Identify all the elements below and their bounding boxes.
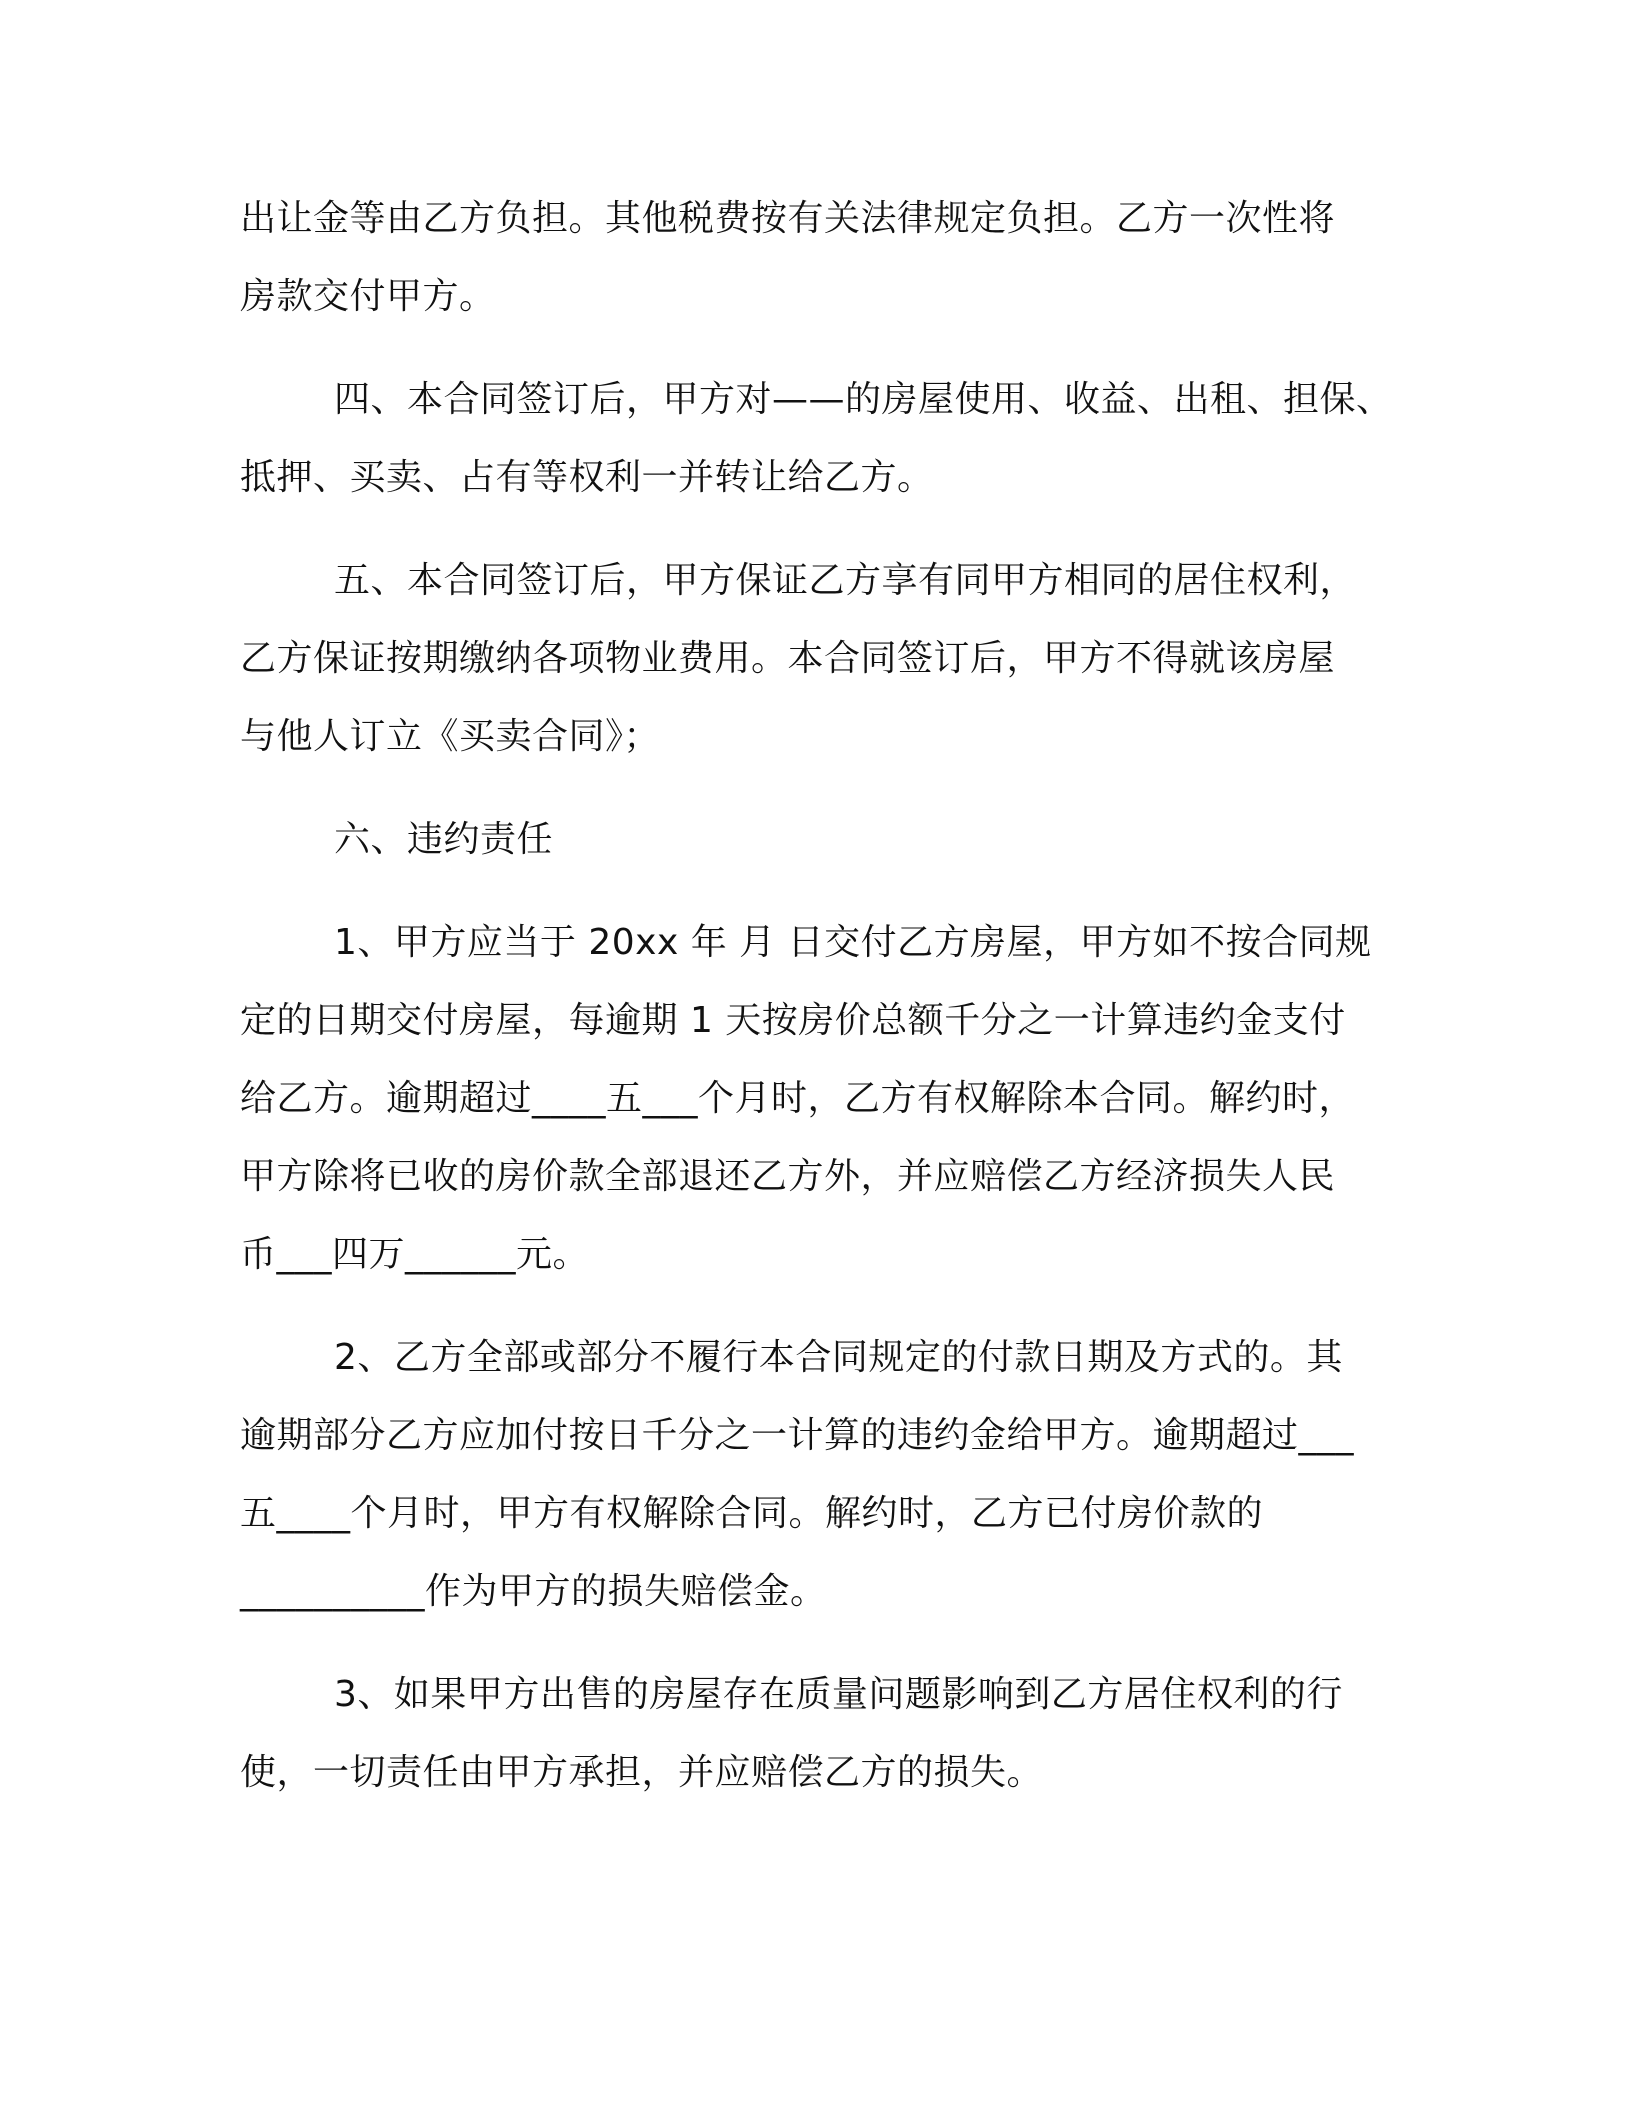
text-line: __________作为甲方的损失赔偿金。 (240, 1571, 827, 1612)
text-line: 五____个月时，甲方有权解除合同。解约时，乙方已付房价款的 (240, 1493, 1264, 1534)
text-line: 3、如果甲方出售的房屋存在质量问题影响到乙方居住权利的行 (334, 1674, 1343, 1715)
text-line: 五、本合同签订后，甲方保证乙方享有同甲方相同的居住权利， (334, 560, 1357, 601)
text-line: 房款交付甲方。 (240, 276, 496, 317)
text-line: 2、乙方全部或部分不履行本合同规定的付款日期及方式的。其 (334, 1337, 1343, 1378)
text-line: 抵押、买卖、占有等权利一并转让给乙方。 (240, 457, 934, 498)
text-line: 定的日期交付房屋，每逾期 1 天按房价总额千分之一计算违约金支付 (240, 1000, 1346, 1041)
text-line: 四、本合同签订后，甲方对——的房屋使用、收益、出租、担保、 (334, 379, 1393, 420)
text-line: 1、甲方应当于 20xx 年 月 日交付乙方房屋，甲方如不按合同规 (334, 922, 1372, 963)
text-line: 币___四万______元。 (240, 1234, 590, 1275)
text-line: 甲方除将已收的房价款全部退还乙方外，并应赔偿乙方经济损失人民 (240, 1156, 1336, 1197)
section-heading: 六、违约责任 (334, 819, 554, 860)
text-line: 逾期部分乙方应加付按日千分之一计算的违约金给甲方。逾期超过___ (240, 1415, 1355, 1456)
text-line: 给乙方。逾期超过____五___个月时，乙方有权解除本合同。解约时， (240, 1078, 1356, 1119)
text-line: 使，一切责任由甲方承担，并应赔偿乙方的损失。 (240, 1752, 1044, 1793)
text-line: 乙方保证按期缴纳各项物业费用。本合同签订后，甲方不得就该房屋 (240, 638, 1336, 679)
text-line: 出让金等由乙方负担。其他税费按有关法律规定负担。乙方一次性将 (240, 198, 1336, 239)
text-line: 与他人订立《买卖合同》； (240, 716, 661, 757)
